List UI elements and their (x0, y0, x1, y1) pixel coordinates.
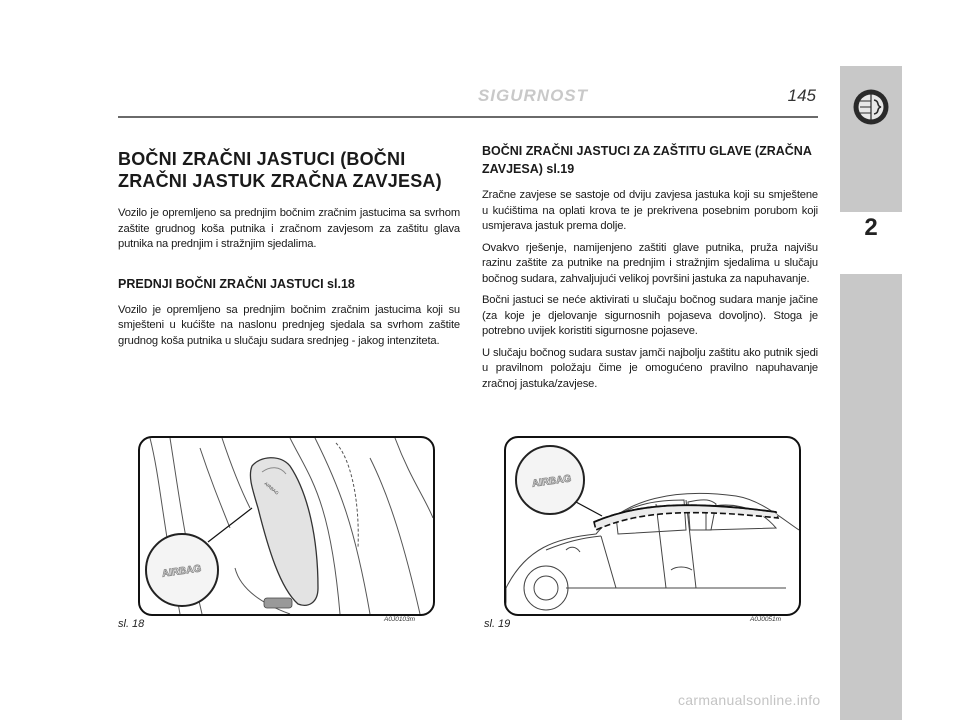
front-side-airbags-heading: PREDNJI BOČNI ZRAČNI JASTUCI sl.18 (118, 276, 355, 291)
footer-watermark: carmanualsonline.info (678, 692, 821, 708)
chapter-side-tab (840, 66, 902, 720)
figure-label: sl. 18 (118, 618, 145, 630)
window-bag-illustration (506, 438, 799, 614)
right-column (482, 142, 818, 398)
airbag-badge-text: AIRBAG (531, 473, 572, 490)
figure-label: sl. 19 (484, 618, 511, 630)
seat-airbag-illustration (140, 438, 433, 614)
window-bag-heading: BOČNI ZRAČNI JASTUCI ZA ZAŠTITU GLAVE (ZRAČNA ZAVJESA) sl.19 (482, 144, 812, 176)
header-rule (118, 116, 818, 118)
page-header (118, 86, 818, 120)
window-bag-paragraph: Ovakvo rješenje, namijenjeno zaštiti glave putnika, pruža najvišu razinu zaštite za putnike na prednjim i stražnjim sjedalima u slučaju bočnog sudara, zahvaljujući velikoj površini jastuka za napuhavanje. (482, 241, 818, 285)
figure-code: A0J0103m (384, 616, 416, 623)
figure-seat-airbag (138, 436, 435, 616)
section-title: SIGURNOST (477, 86, 589, 105)
seat-airbag-tag: AIRBAG (263, 480, 280, 496)
alfa-romeo-logo-icon (852, 88, 890, 126)
side-airbags-intro: Vozilo je opremljeno sa prednjim bočnim zračnim jastucima sa svrhom zaštite grudnog koša putnika i zračnom zavjesom za zaštitu glava putnika na prednjim i stražnjim sjedalima. (118, 207, 460, 250)
front-side-airbags-body: Vozilo je opremljeno sa prednjim bočnim zračnim jastucima koji su smješteni u kućište na naslonu prednjeg sjedala sa svrhom zaštite grudnog koša putnika u slučaju sudara srednjeg - jakog intenziteta. (118, 303, 460, 347)
side-airbags-heading: BOČNI ZRAČNI JASTUCI (BOČNI ZRAČNI JASTUK ZRAČNA ZAVJESA) (118, 149, 442, 191)
left-column (118, 148, 460, 355)
figure-code: A0J0051m (750, 616, 782, 623)
chapter-number: 2 (864, 214, 878, 241)
window-bag-paragraph: Zračne zavjese se sastoje od dviju zavjesa jastuka koji su smještene u kućištima na oplati krova te je prekrivena posebnim porubom koji usmjerava jastuk prema dolje. (482, 189, 818, 232)
airbag-badge-text: AIRBAG (161, 563, 202, 580)
window-bag-paragraph: Bočni jastuci se neće aktivirati u slučaju bočnog sudara manje jačine (za koje je djelovanje sigurnosnih pojaseva dovoljno). Stoga je potrebno uvijek koristiti sigurnosne pojaseve. (482, 294, 818, 337)
page-number: 145 (787, 86, 816, 105)
figure-window-bag (504, 436, 801, 616)
window-bag-paragraph: U slučaju bočnog sudara sustav jamči najbolju zaštitu ako putnik sjedi u pravilnom položaju čime je omogućeno pravilno napuhavanje zračnoj jastuka/zavjese. (482, 346, 818, 390)
